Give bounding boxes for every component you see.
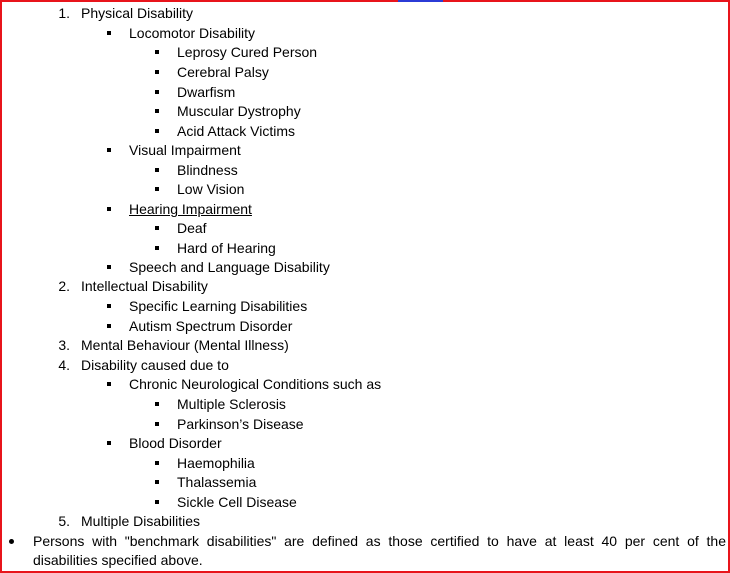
benchmark-note: Persons with "benchmark disabilities" are defined as those certified to have at least 40 per cent of the disabilities specified above. xyxy=(33,533,726,568)
list-number: 2. xyxy=(58,278,70,294)
list-number: 1. xyxy=(58,5,70,21)
list-number: 3. xyxy=(58,337,70,353)
list-item-text: Thalassemia xyxy=(177,474,257,490)
bullet-square xyxy=(107,441,111,445)
bullet-square xyxy=(155,129,159,133)
bullet-square xyxy=(155,187,159,191)
list-item-text: Speech and Language Disability xyxy=(129,259,330,275)
list-item-text: Specific Learning Disabilities xyxy=(129,298,308,314)
list-item-text: Deaf xyxy=(177,220,207,236)
list-item-text: Mental Behaviour (Mental Illness) xyxy=(81,337,289,353)
bullet-square xyxy=(155,109,159,113)
list-item-text: Leprosy Cured Person xyxy=(177,44,318,60)
list-item-text: Blindness xyxy=(177,162,238,178)
bullet-square xyxy=(155,402,159,406)
list-number: 5. xyxy=(58,513,70,529)
bullet-square xyxy=(155,90,159,94)
list-item-text: Physical Disability xyxy=(81,5,194,21)
list-item-text: Low Vision xyxy=(177,181,245,197)
bullet-square xyxy=(155,480,159,484)
bullet-square xyxy=(155,70,159,74)
list-item-text: Autism Spectrum Disorder xyxy=(129,318,293,334)
bullet-square xyxy=(107,304,111,308)
list-item-text: Hearing Impairment xyxy=(129,201,252,217)
list-item-text: Haemophilia xyxy=(177,455,255,471)
list-item-text: Intellectual Disability xyxy=(81,278,208,294)
list-item-text: Muscular Dystrophy xyxy=(177,103,301,119)
list-item-text: Locomotor Disability xyxy=(129,25,256,41)
top-accent-mark xyxy=(398,0,443,2)
list-item-text: Sickle Cell Disease xyxy=(177,494,297,510)
list-item-text: Multiple Disabilities xyxy=(81,513,201,529)
bullet-square xyxy=(155,168,159,172)
list-item-text: Dwarfism xyxy=(177,84,236,100)
bullet-square xyxy=(155,500,159,504)
bullet-square xyxy=(155,422,159,426)
bullet-square xyxy=(107,207,111,211)
list-item-text: Blood Disorder xyxy=(129,435,222,451)
bullet-square xyxy=(107,324,111,328)
bullet-square xyxy=(155,461,159,465)
list-item-text: Cerebral Palsy xyxy=(177,64,269,80)
list-item-text: Parkinson’s Disease xyxy=(177,416,304,432)
list-item-text: Acid Attack Victims xyxy=(177,123,296,139)
bullet-square xyxy=(155,246,159,250)
list-number: 4. xyxy=(58,357,70,373)
bullet-square xyxy=(107,148,111,152)
bullet-square xyxy=(155,50,159,54)
list-item-text: Multiple Sclerosis xyxy=(177,396,286,412)
bullet-square xyxy=(107,31,111,35)
bullet-dot xyxy=(9,539,14,544)
list-item-text: Hard of Hearing xyxy=(177,240,276,256)
bullet-square xyxy=(155,226,159,230)
list-item-text: Visual Impairment xyxy=(129,142,241,158)
list-item-text: Disability caused due to xyxy=(81,357,229,373)
list-item-text: Chronic Neurological Conditions such as xyxy=(129,376,382,392)
bullet-square xyxy=(107,382,111,386)
bullet-square xyxy=(107,265,111,269)
